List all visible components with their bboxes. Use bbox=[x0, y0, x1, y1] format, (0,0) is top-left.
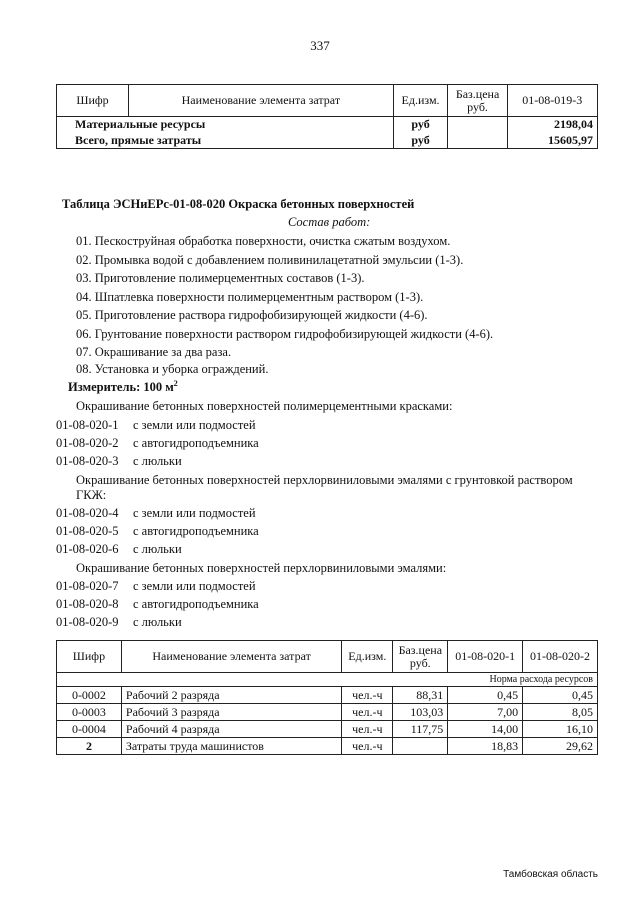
row-v2: 16,10 bbox=[523, 721, 598, 738]
row-name: Рабочий 3 разряда bbox=[121, 704, 341, 721]
work-item: 04. Шпатлевка поверхности полимерцементным раствором (1-3). bbox=[76, 290, 424, 304]
header-col1: 01-08-020-1 bbox=[448, 641, 523, 673]
row-unit: чел.-ч bbox=[342, 704, 393, 721]
total-v2: 29,62 bbox=[523, 738, 598, 755]
row-unit: руб bbox=[393, 133, 448, 149]
row-v1: 0,45 bbox=[448, 687, 523, 704]
group-title: Окрашивание бетонных поверхностей перхлорвиниловыми эмалями: bbox=[76, 561, 447, 575]
item-desc: с люльки bbox=[133, 615, 182, 629]
row-price bbox=[448, 133, 507, 149]
total-name: Затраты труда машинистов bbox=[121, 738, 341, 755]
norm-spacer bbox=[57, 673, 448, 687]
row-unit: чел.-ч bbox=[342, 721, 393, 738]
header-col: 01-08-019-3 bbox=[507, 85, 597, 117]
work-item: 02. Промывка водой с добавлением поливинилацетатной эмульсии (1-3). bbox=[76, 253, 464, 267]
row-code: 0-0004 bbox=[57, 721, 122, 738]
header-name: Наименование элемента затрат bbox=[129, 85, 394, 117]
meter-label bbox=[68, 379, 178, 395]
item-desc: с земли или подмостей bbox=[133, 579, 256, 593]
work-item: 05. Приготовление раствора гидрофобизирующей жидкости (4-6). bbox=[76, 308, 428, 322]
item-code: 01-08-020-3 bbox=[56, 454, 119, 468]
group-title: Окрашивание бетонных поверхностей перхлорвиниловыми эмалями с грунтовкой раствором bbox=[76, 473, 573, 487]
page-number: 337 bbox=[310, 38, 330, 53]
row-name: Рабочий 2 разряда bbox=[121, 687, 341, 704]
table-row bbox=[57, 687, 598, 704]
norm-label: Норма расхода ресурсов bbox=[448, 673, 598, 687]
work-item: 07. Окрашивание за два раза. bbox=[76, 345, 232, 359]
work-item: 06. Грунтование поверхности раствором гидрофобизирующей жидкости (4-6). bbox=[76, 327, 494, 341]
section-subtitle: Состав работ: bbox=[288, 215, 371, 229]
group-title-cont: ГКЖ: bbox=[76, 488, 107, 502]
row-code: 0-0002 bbox=[57, 687, 122, 704]
norm-table-020 bbox=[56, 640, 598, 755]
item-desc: с люльки bbox=[133, 542, 182, 556]
header-name: Наименование элемента затрат bbox=[121, 641, 341, 673]
header-unit: Ед.изм. bbox=[393, 85, 448, 117]
item-code: 01-08-020-5 bbox=[56, 524, 119, 538]
footer-region: Тамбовская область bbox=[503, 869, 598, 880]
table-row bbox=[57, 704, 598, 721]
total-price bbox=[393, 738, 448, 755]
header-price: Баз.цена руб. bbox=[393, 641, 448, 673]
row-unit: чел.-ч bbox=[342, 687, 393, 704]
row-name: Всего, прямые затраты bbox=[57, 133, 394, 149]
row-price bbox=[448, 117, 507, 133]
work-item: 08. Установка и уборка ограждений. bbox=[76, 362, 269, 376]
row-code: 0-0003 bbox=[57, 704, 122, 721]
row-price: 88,31 bbox=[393, 687, 448, 704]
table-row bbox=[57, 133, 598, 149]
item-code: 01-08-020-9 bbox=[56, 615, 119, 629]
table-header-row bbox=[57, 641, 598, 673]
header-code: Шифр bbox=[57, 85, 129, 117]
item-code: 01-08-020-1 bbox=[56, 418, 119, 432]
table-row-total bbox=[57, 738, 598, 755]
work-item: 01. Пескоструйная обработка поверхности, очистка сжатым воздухом. bbox=[76, 234, 451, 248]
item-code: 01-08-020-4 bbox=[56, 506, 119, 520]
row-v2: 0,45 bbox=[523, 687, 598, 704]
row-price: 103,03 bbox=[393, 704, 448, 721]
group-title: Окрашивание бетонных поверхностей полимерцементными красками: bbox=[76, 399, 453, 413]
item-code: 01-08-020-2 bbox=[56, 436, 119, 450]
meter-text: Измеритель: 100 м bbox=[68, 380, 174, 395]
row-v1: 14,00 bbox=[448, 721, 523, 738]
row-v2: 8,05 bbox=[523, 704, 598, 721]
row-unit: руб bbox=[393, 117, 448, 133]
row-name: Рабочий 4 разряда bbox=[121, 721, 341, 738]
norm-row bbox=[57, 673, 598, 687]
item-code: 01-08-020-6 bbox=[56, 542, 119, 556]
item-code: 01-08-020-8 bbox=[56, 597, 119, 611]
item-desc: с земли или подмостей bbox=[133, 506, 256, 520]
total-code: 2 bbox=[57, 738, 122, 755]
total-unit: чел.-ч bbox=[342, 738, 393, 755]
cost-table-019 bbox=[56, 84, 598, 149]
work-item: 03. Приготовление полимерцементных составов (1-3). bbox=[76, 271, 365, 285]
row-name: Материальные ресурсы bbox=[57, 117, 394, 133]
header-price: Баз.цена руб. bbox=[448, 85, 507, 117]
item-code: 01-08-020-7 bbox=[56, 579, 119, 593]
meter-sup: 2 bbox=[173, 379, 178, 388]
item-desc: с автогидроподъемника bbox=[133, 597, 259, 611]
header-col2: 01-08-020-2 bbox=[523, 641, 598, 673]
table-row bbox=[57, 117, 598, 133]
item-desc: с автогидроподъемника bbox=[133, 524, 259, 538]
header-code: Шифр bbox=[57, 641, 122, 673]
item-desc: с автогидроподъемника bbox=[133, 436, 259, 450]
section-title: Таблица ЭСНиЕРс-01-08-020 Окраска бетонных поверхностей bbox=[62, 197, 415, 211]
item-desc: с земли или подмостей bbox=[133, 418, 256, 432]
row-value: 15605,97 bbox=[507, 133, 597, 149]
row-price: 117,75 bbox=[393, 721, 448, 738]
header-unit: Ед.изм. bbox=[342, 641, 393, 673]
table-row bbox=[57, 721, 598, 738]
item-desc: с люльки bbox=[133, 454, 182, 468]
total-v1: 18,83 bbox=[448, 738, 523, 755]
row-value: 2198,04 bbox=[507, 117, 597, 133]
row-v1: 7,00 bbox=[448, 704, 523, 721]
table-header-row bbox=[57, 85, 598, 117]
